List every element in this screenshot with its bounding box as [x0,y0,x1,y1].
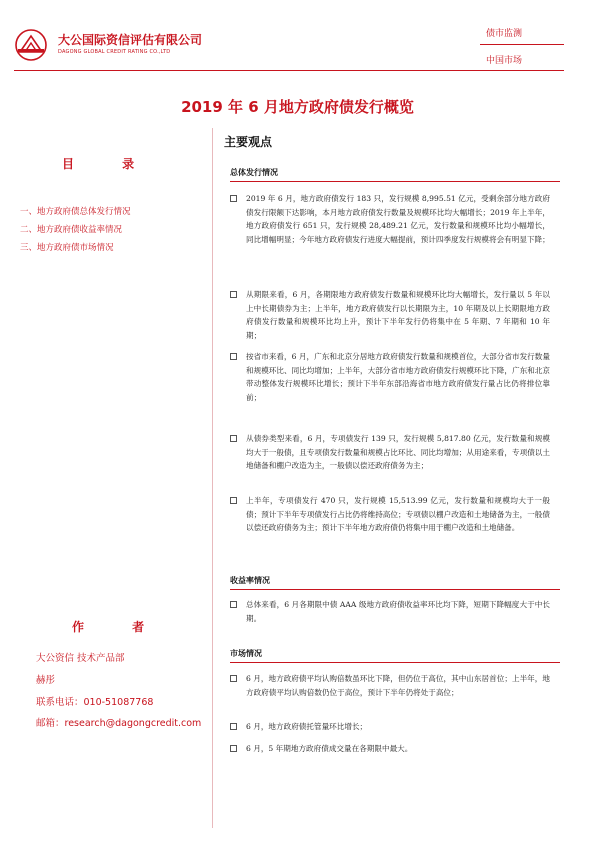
section-line-issuance [230,181,560,182]
author-name: 赫彤 [36,675,56,686]
bullet-issuance-5: 上半年，专项债发行 470 只，发行规模 15,513.99 亿元，发行数量和规模均大于一般债；预计下半年专项债发行占比仍将维持高位；专项债以棚户改造和土地储备为主，一般债以偿还政府债务为主；预计下半年地方政府债仍将集中用于棚户改造和土地储备。 [230,494,550,535]
section-line-market [230,662,560,663]
bullet-issuance-3: 按省市来看，6 月，广东和北京分居地方政府债发行数量和规模首位，大部分省市发行数量和规模环比、同比均增加；上半年，大部分省市地方政府债发行规模环比下降，广东和北京带动整体发行规模环比增长；预计下半年东部沿海省市地方政府债发行量占比仍将排位靠前； [230,350,550,404]
bullet-issuance-4: 从债券类型来看，6 月，专项债发行 139 只，发行规模 5,817.80 亿元，发行数量和规模均大于一般债，且专项债发行数量和规模占比环比、同比均增加；从用途来看，专项债以土地储备和棚户改造为主，一般债以偿还政府债务为主； [230,432,550,473]
toc-item-3[interactable]: 三、地方政府债市场情况 [20,243,114,253]
bullet-square-icon [230,745,237,752]
author-heading: 作 者 [72,620,167,634]
toc-heading: 目 录 [62,157,157,171]
author-email[interactable]: 邮箱：research@dagongcredit.com [36,718,202,729]
bullet-square-icon [230,497,237,504]
bullet-market-3: 6 月，5 年期地方政府债成交量在各期限中最大。 [230,742,550,756]
bullet-market-1: 6 月，地方政府债平均认购倍数虽环比下降，但仍位于高位，其中山东居首位；上半年，地方政府债平均认购倍数仍位于高位，预计下半年仍将处于高位； [230,672,550,699]
header-line-top [480,44,564,45]
header-line-bottom [14,70,564,71]
logo-emblem-icon [14,28,48,62]
section-title-issuance: 总体发行情况 [230,168,278,177]
author-dept: 大公资信 技术产品部 [36,653,125,664]
bullet-square-icon [230,435,237,442]
author-phone: 联系电话：010-51087768 [36,697,154,708]
toc-item-2[interactable]: 二、地方政府债收益率情况 [20,225,123,235]
bullet-square-icon [230,291,237,298]
bullet-square-icon [230,723,237,730]
bullet-yield-1: 总体来看，6 月各期限中债 AAA 级地方政府债收益率环比均下降，短期下降幅度大于中长期。 [230,598,550,625]
company-name-cn: 大公国际资信评估有限公司 [58,33,203,47]
bullet-issuance-1: 2019 年 6 月，地方政府债发行 183 只，发行规模 8,995.51 亿元，受剩余部分地方政府债发行限额下达影响，本月地方政府债发行数量及规模环比均大幅增长；2019 年上半年，地方政府债发行 651 只，发行规模 28,489.21 亿元，发行数量和规模环比均小幅增长，同比增幅明显；今年地方政府债发行进度大幅提前，预计四季度发行规模将会有明显下降； [230,192,550,246]
market-tag: 中国市场 [486,56,523,66]
company-logo [14,28,48,62]
section-line-yield [230,589,560,590]
company-name-en: DAGONG GLOBAL CREDIT RATING CO.,LTD [58,49,171,55]
main-points-heading: 主要观点 [224,135,273,149]
page-title: 2019 年 6 月地方政府债发行概览 [181,98,414,116]
column-divider [212,128,213,828]
bullet-square-icon [230,353,237,360]
report-type-tag: 债市监测 [486,29,523,39]
bullet-square-icon [230,601,237,608]
bullet-square-icon [230,195,237,202]
section-title-market: 市场情况 [230,649,262,658]
bullet-issuance-2: 从期限来看，6 月，各期限地方政府债发行数量和规模环比均大幅增长，发行量以 5 年以上中长期债券为主；上半年，地方政府债发行以长期限为主，10 年期及以上长期限地方政府债发行数量和规模环比均上升，预计下半年发行仍将集中在 5 年期、7 年期和 10 年期； [230,288,550,342]
bullet-square-icon [230,675,237,682]
bullet-market-2: 6 月，地方政府债托管量环比增长； [230,720,550,734]
section-title-yield: 收益率情况 [230,576,270,585]
toc-item-1[interactable]: 一、地方政府债总体发行情况 [20,207,131,217]
